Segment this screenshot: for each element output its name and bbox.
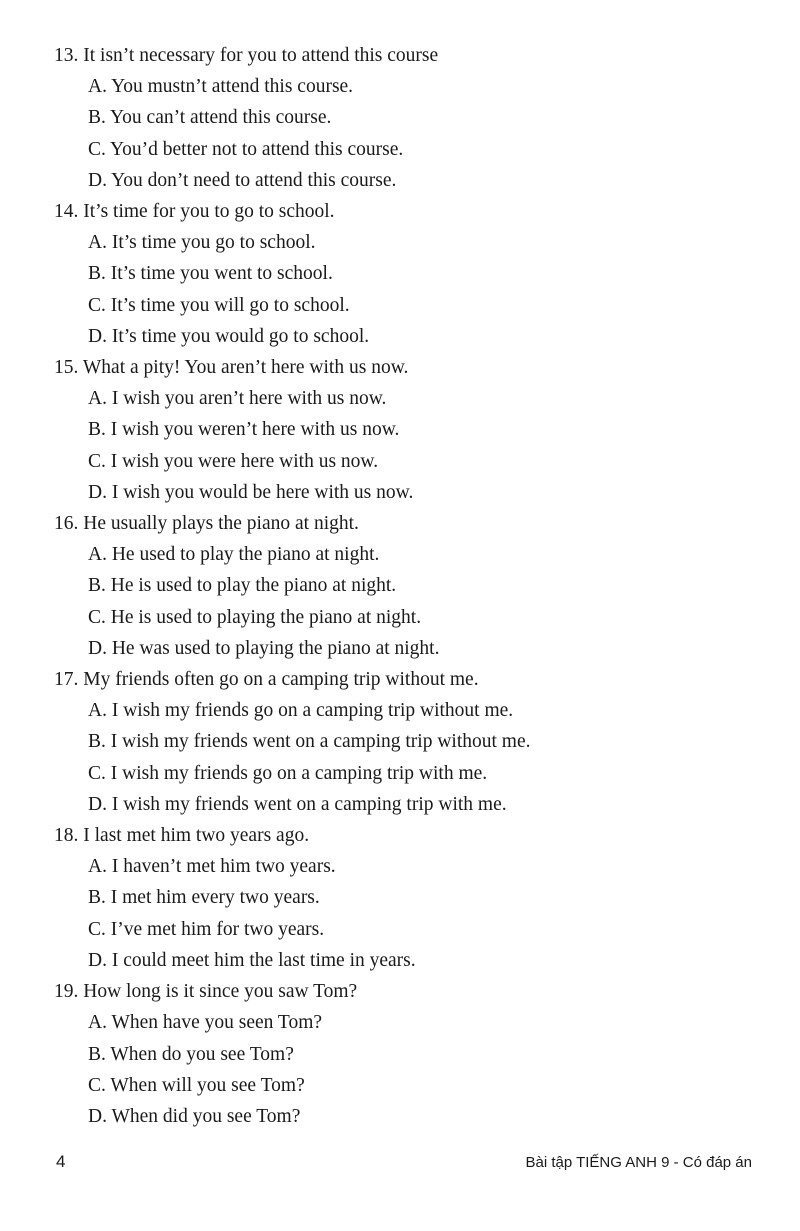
question-14 (54, 196, 754, 352)
question-stem: 15. What a pity! You aren’t here with us now. (54, 357, 409, 379)
option-c: C. He is used to playing the piano at night. (88, 606, 422, 628)
option-b: B. He is used to play the piano at night. (88, 575, 397, 597)
option-d: D. When did you see Tom? (88, 1105, 301, 1127)
option-a: A. When have you seen Tom? (88, 1012, 323, 1034)
option-a: A. You mustn’t attend this course. (88, 76, 354, 98)
option-c: C. When will you see Tom? (88, 1074, 305, 1096)
option-a: A. I wish my friends go on a camping trip without me. (88, 700, 514, 722)
option-b: B. It’s time you went to school. (88, 263, 333, 285)
question-17 (54, 664, 754, 820)
option-c: C. You’d better not to attend this course. (88, 138, 404, 160)
option-b: B. I wish you weren’t here with us now. (88, 419, 400, 441)
page-number: 4 (56, 1152, 66, 1171)
option-d: D. He was used to playing the piano at night. (88, 637, 440, 659)
option-d: D. I wish my friends went on a camping trip with me. (88, 793, 507, 815)
question-13 (54, 40, 754, 196)
question-list (54, 40, 754, 1132)
question-stem: 17. My friends often go on a camping trip without me. (54, 669, 479, 691)
option-a: A. I wish you aren’t here with us now. (88, 388, 387, 410)
option-a: A. It’s time you go to school. (88, 232, 316, 254)
question-stem: 13. It isn’t necessary for you to attend this course (54, 45, 439, 66)
option-b: B. I met him every two years. (88, 887, 320, 909)
question-15 (54, 352, 754, 508)
question-19 (54, 976, 754, 1132)
option-c: C. I wish you were here with us now. (88, 450, 379, 472)
question-18 (54, 820, 754, 976)
option-c: C. It’s time you will go to school. (88, 294, 350, 316)
option-d: D. I wish you would be here with us now. (88, 481, 414, 503)
page-footer (0, 1150, 800, 1180)
book-title: Bài tập TIẾNG ANH 9 - Có đáp án (525, 1154, 752, 1171)
option-c: C. I wish my friends go on a camping trip with me. (88, 762, 488, 784)
question-stem: 18. I last met him two years ago. (54, 825, 310, 847)
option-b: B. I wish my friends went on a camping trip without me. (88, 731, 531, 753)
option-d: D. It’s time you would go to school. (88, 325, 370, 347)
option-a: A. He used to play the piano at night. (88, 544, 380, 566)
question-stem: 16. He usually plays the piano at night. (54, 513, 359, 535)
option-c: C. I’ve met him for two years. (88, 918, 325, 940)
option-b: B. You can’t attend this course. (88, 107, 332, 129)
option-a: A. I haven’t met him two years. (88, 856, 336, 878)
question-stem: 14. It’s time for you to go to school. (54, 201, 335, 223)
question-16 (54, 508, 754, 664)
question-stem: 19. How long is it since you saw Tom? (54, 981, 358, 1003)
option-d: D. I could meet him the last time in years. (88, 949, 416, 971)
option-d: D. You don’t need to attend this course. (88, 169, 397, 191)
option-b: B. When do you see Tom? (88, 1043, 294, 1065)
